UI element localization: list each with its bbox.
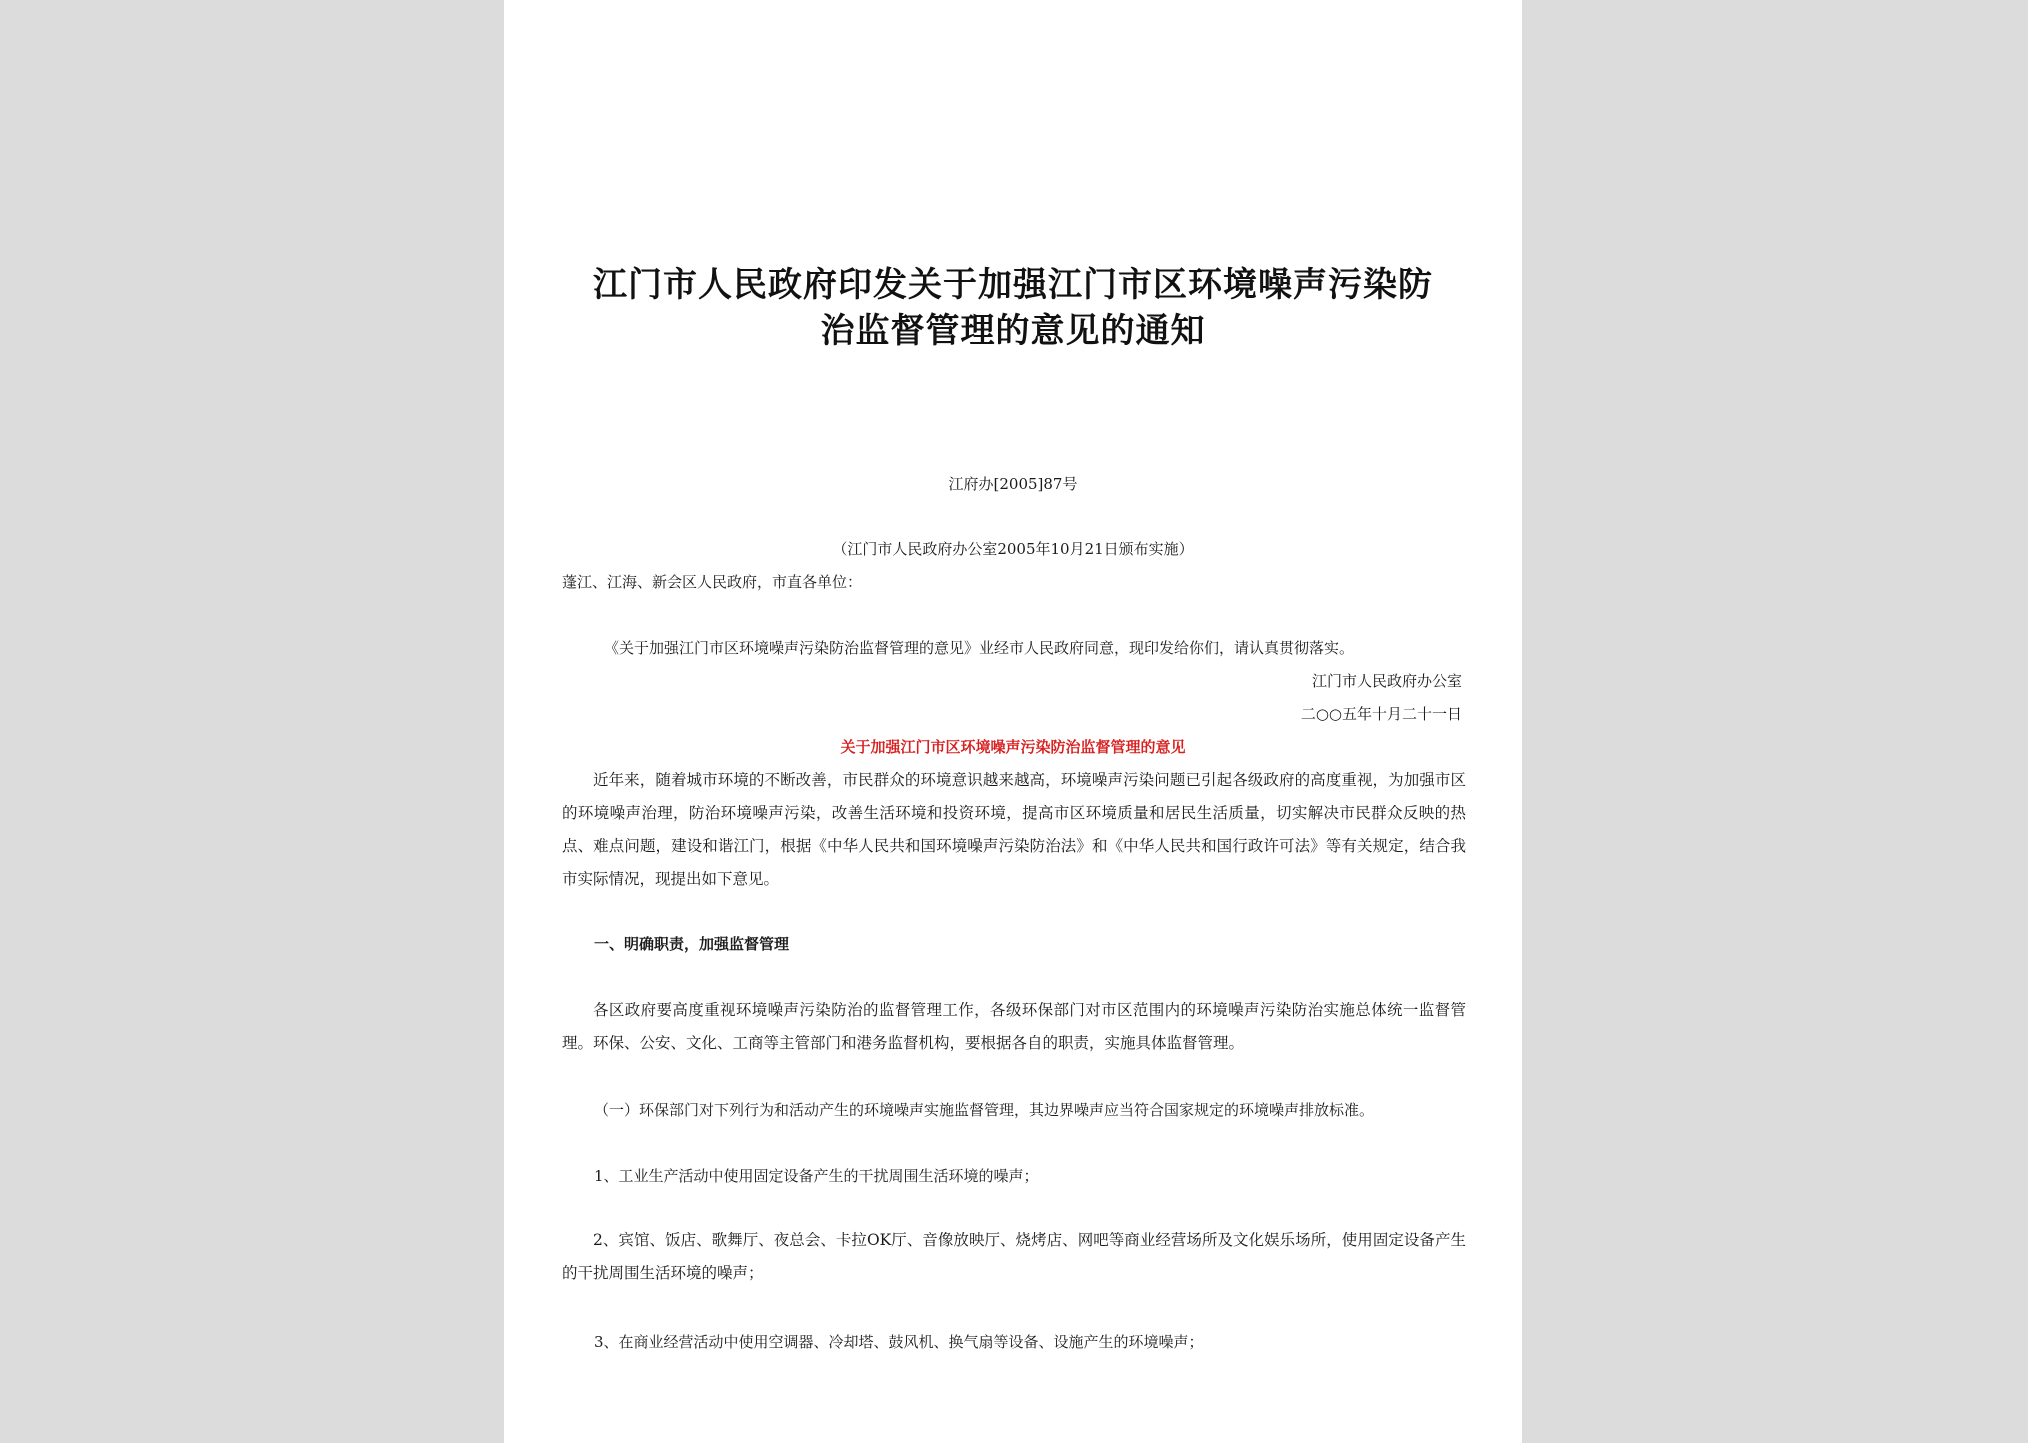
signature-date: 二○○五年十月二十一日 xyxy=(1300,705,1462,723)
item-1-2: 2、宾馆、饭店、歌舞厅、夜总会、卡拉OK厅、音像放映厅、烧烤店、网吧等商业经营场所及文化娱乐场所，使用固定设备产生的干扰周围生活环境的噪声； xyxy=(562,1231,1466,1282)
item-1-3: 3、在商业经营活动中使用空调器、冷却塔、鼓风机、换气扇等设备、设施产生的环境噪声； xyxy=(594,1333,1204,1351)
paragraph-responsibilities: 各区政府要高度重视环境噪声污染防治的监督管理工作，各级环保部门对市区范围内的环境噪声污染防治实施总体统一监督管理。环保、公安、文化、工商等主管部门和港务监督机构，要根据各自的职责，实施具体监督管理。 xyxy=(562,1001,1466,1052)
opinion-subtitle: 关于加强江门市区环境噪声污染防治监督管理的意见 xyxy=(840,738,1186,756)
addressee: 蓬江、江海、新会区人民政府，市直各单位： xyxy=(562,573,863,591)
document-number: 江府办[2005]87号 xyxy=(948,475,1078,493)
item-1-intro: （一）环保部门对下列行为和活动产生的环境噪声实施监督管理，其边界噪声应当符合国家规定的环境噪声排放标准。 xyxy=(594,1101,1375,1119)
intro-text: 《关于加强江门市区环境噪声污染防治监督管理的意见》业经市人民政府同意，现印发给你们，请认真贯彻落实。 xyxy=(604,639,1355,657)
section-heading-1: 一、明确职责，加强监督管理 xyxy=(594,935,790,953)
paragraph-background: 近年来，随着城市环境的不断改善，市民群众的环境意识越来越高，环境噪声污染问题已引起各级政府的高度重视，为加强市区的环境噪声治理，防治环境噪声污染，改善生活环境和投资环境，提高市区环境质量和居民生活质量，切实解决市民群众反映的热点、难点问题，建设和谐江门，根据《中华人民共和国环境噪声污染防治法》和《中华人民共和国行政许可法》等有关规定，结合我市实际情况，现提出如下意见。 xyxy=(562,771,1466,888)
document-page xyxy=(504,0,1522,1443)
document-title-line-1: 江门市人民政府印发关于加强江门市区环境噪声污染防 xyxy=(593,265,1433,305)
signature-org: 江门市人民政府办公室 xyxy=(1311,672,1462,690)
issuing-note: （江门市人民政府办公室2005年10月21日颁布实施） xyxy=(832,540,1194,558)
item-1-1: 1、工业生产活动中使用固定设备产生的干扰周围生活环境的噪声； xyxy=(594,1167,1039,1185)
document-title-line-2: 治监督管理的意见的通知 xyxy=(820,311,1206,351)
